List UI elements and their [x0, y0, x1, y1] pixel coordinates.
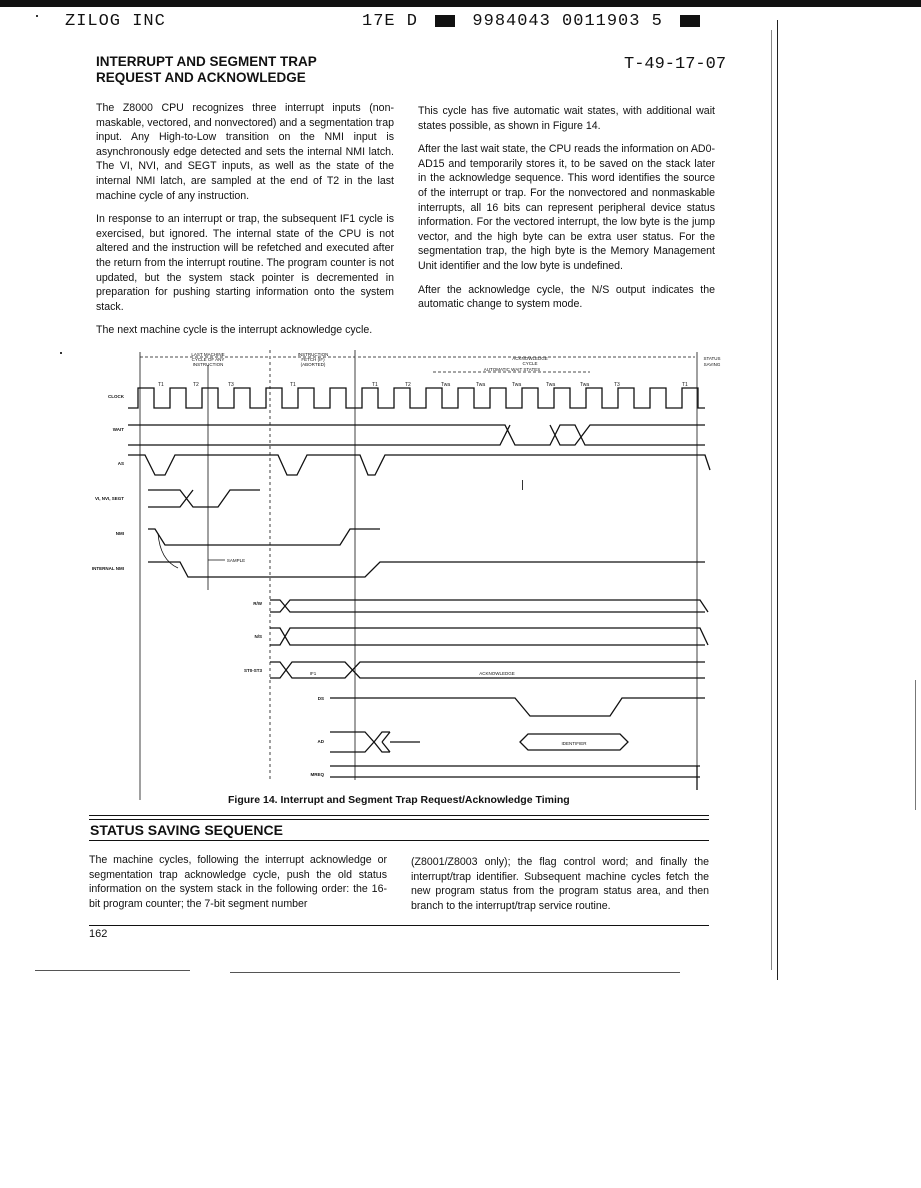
paragraph: The Z8000 CPU recognizes three interrupt inputs (non-maskable, vectored, and nonvectored) and a segmentation trap input. Any High-to-Low transition on the NMI input is asynchronously edge detected and sets the internal NMI latch. The VI, NVI, and SEGT inputs, as well as the state of the internal NMI latch, are sampled at the end of T2 in the last machine cycle of any instruction.	[96, 102, 394, 202]
phase-label: INSTRUCTION	[192, 362, 224, 367]
state-label: Twa	[546, 382, 556, 388]
state-label: T1	[682, 382, 688, 388]
phase-label: SAVING	[703, 362, 721, 367]
paragraph: This cycle has five automatic wait states, with additional wait states possible, as shown in Figure 14.	[418, 105, 715, 132]
text-column-right: (Z8001/Z8003 only); the flag control word; and finally the interrupt/trap identifier. Subsequent machine cycles fetch the new program status from the program status area, and then branch to the interrupt/trap service routine.	[411, 856, 709, 912]
signal-label: CLOCK	[108, 394, 124, 399]
signal-label: MREQ	[310, 772, 324, 777]
section-rule	[89, 815, 709, 816]
wait-waveform	[128, 425, 705, 445]
clock-waveform	[128, 388, 705, 408]
section-title: STATUS SAVING SEQUENCE	[90, 822, 283, 838]
state-label: Twa	[580, 382, 590, 388]
state-label: Twa	[441, 382, 451, 388]
mreq-waveform	[330, 766, 700, 790]
scan-artifact-line	[230, 972, 680, 973]
signal-label: AS	[117, 461, 124, 466]
text-column-left: The machine cycles, following the interrupt acknowledge or segmentation trap acknowledge cycle, push the old status information on the system stack in the following order: the 16-bit program counter; the 7-bit segment number	[89, 854, 387, 910]
signal-label: R/W	[253, 601, 262, 606]
scan-speck	[60, 352, 62, 354]
figure-caption: Figure 14. Interrupt and Segment Trap Request/Acknowledge Timing	[228, 794, 570, 806]
state-label: T3	[228, 382, 234, 388]
phase-label: INSTRUCTION	[297, 352, 329, 357]
scan-speck	[36, 15, 38, 17]
phase-label: CYCLE	[522, 361, 538, 366]
vi-nvi-segt-waveform	[148, 490, 260, 507]
phase-label: CYCLE OF ANY	[191, 357, 225, 362]
section-rule	[89, 840, 709, 841]
state-label: Twa	[476, 382, 486, 388]
signal-label: AD	[317, 739, 324, 744]
doc-number: T-49-17-07	[624, 55, 727, 74]
ds-waveform	[330, 698, 705, 716]
state-label: T1	[372, 382, 378, 388]
as-waveform	[128, 455, 710, 475]
state-label: T2	[193, 382, 199, 388]
section-rule	[89, 819, 709, 820]
scan-speck	[522, 480, 523, 490]
scan-edge-line	[777, 20, 778, 980]
title-line-2: REQUEST AND ACKNOWLEDGE	[96, 70, 306, 85]
footer-rule	[89, 925, 709, 926]
scan-edge-line	[771, 30, 772, 970]
ack-label: ACKNOWLEDGE	[479, 671, 515, 676]
sample-label: SAMPLE	[226, 558, 246, 563]
signal-label: ST0-ST3	[243, 668, 262, 673]
internal-nmi-waveform	[148, 562, 705, 577]
nmi-waveform	[148, 529, 380, 545]
signal-label: N/S	[254, 634, 262, 639]
signal-label: INTERNAL NMI	[91, 566, 124, 571]
state-label: T3	[614, 382, 620, 388]
state-label: T1	[290, 382, 296, 388]
phase-label: (ABORTED)	[300, 362, 326, 367]
paragraph: After the last wait state, the CPU reads the information on AD0-AD15 and temporarily stores it, to be saved on the stack later in the acknowledge sequence. This word identifies the source of the interrupt or trap. For the nonvectored and nonmaskable interrupts, all 16 bits can represent peripheral device status information. For the vectored interrupt, the low byte is the jump vector, and the high byte can be extra user status. For the segmentation trap, the high byte is the Memory Management Unit identifier and the low byte is undefined.	[418, 143, 715, 272]
doc-code-1: 17E D	[362, 12, 419, 31]
phase-brackets	[140, 350, 697, 800]
phase-label: LAST MACHINE	[191, 352, 225, 357]
signal-label: WAIT	[112, 427, 124, 432]
page-number: 162	[89, 928, 108, 940]
signal-label: VI, NVI, SEGT	[94, 496, 124, 501]
signal-label: DS	[317, 696, 324, 701]
phase-label: ACKNOWLEDGE	[512, 356, 548, 361]
state-label: Twa	[512, 382, 522, 388]
signal-label: NMI	[115, 531, 124, 536]
ad-waveform	[330, 732, 420, 752]
paragraph: In response to an interrupt or trap, the subsequent IF1 cycle is exercised, but ignored. The internal state of the CPU is not altered and the instruction will be refetched and executed after the return from the interrupt routine. The program counter is not updated, but the system stack pointer is decremented in preparation for pushing starting information onto the system stack.	[96, 213, 394, 313]
ns-waveform	[270, 628, 708, 645]
paragraph: After the acknowledge cycle, the N/S output indicates the automatic change to system mode.	[418, 283, 715, 311]
phase-label: STATUS	[703, 356, 721, 361]
scan-edge-line	[915, 680, 916, 810]
phase-label: AUTOMATIC WAIT STATES	[483, 367, 541, 372]
rw-waveform	[270, 600, 708, 612]
paragraph: The next machine cycle is the interrupt acknowledge cycle.	[96, 324, 373, 337]
state-label: T2	[405, 382, 411, 388]
identifier-label: IDENTIFIER	[561, 741, 587, 746]
state-label: T1	[158, 382, 164, 388]
company-header: ZILOG INC	[65, 12, 166, 31]
scan-artifact-line	[35, 970, 190, 971]
doc-code-2: 9984043 0011903 5	[472, 12, 663, 31]
if1-label: IF1	[309, 671, 317, 676]
title-line-1: INTERRUPT AND SEGMENT TRAP	[96, 54, 317, 69]
phase-label: FETCH (IF)	[301, 357, 325, 362]
